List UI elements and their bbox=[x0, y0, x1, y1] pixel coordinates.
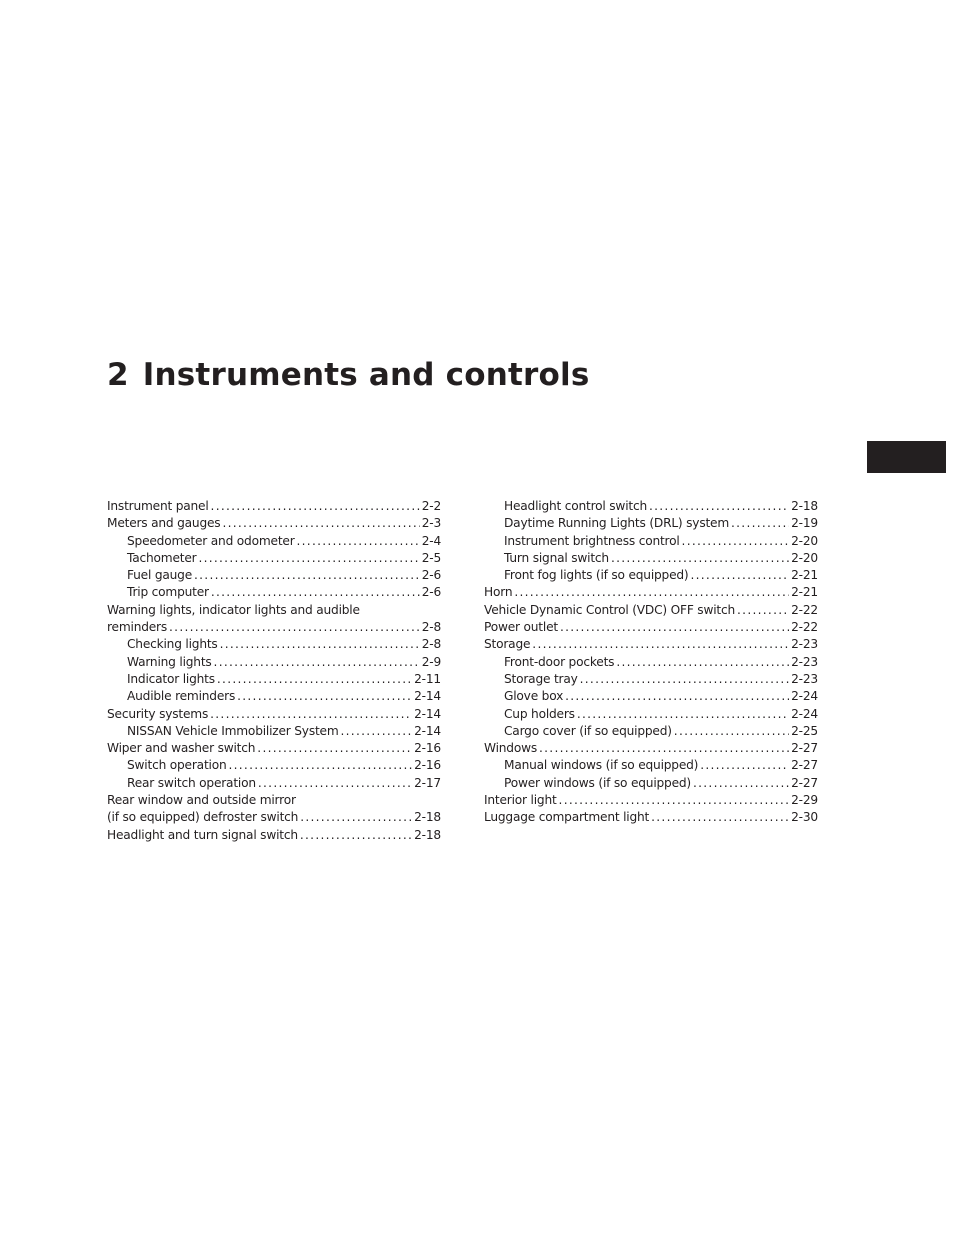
toc-entry-title: Rear switch operation bbox=[127, 775, 256, 790]
dot-leader bbox=[300, 827, 412, 844]
toc-left-column bbox=[107, 498, 441, 844]
toc-entry-title: Speedometer and odometer bbox=[127, 533, 295, 548]
dot-leader bbox=[580, 671, 789, 688]
toc-entry-page-number: 2-22 bbox=[791, 620, 818, 635]
toc-entry-page-number: 2-21 bbox=[791, 585, 818, 600]
toc-entry-title: Instrument panel bbox=[107, 499, 209, 513]
toc-entry-turn-signal-switch[interactable] bbox=[484, 550, 818, 567]
toc-entry-title: Audible reminders bbox=[127, 689, 236, 704]
toc-entry-page-number: 2-14 bbox=[414, 689, 441, 704]
dot-leader bbox=[257, 740, 412, 757]
toc-entry-luggage-compartment-light[interactable] bbox=[484, 809, 818, 826]
dot-leader bbox=[210, 706, 412, 723]
toc-entry-cargo-cover[interactable] bbox=[484, 723, 818, 740]
toc-entry-glove-box[interactable] bbox=[484, 688, 818, 705]
toc-entry-title: Power windows (if so equipped) bbox=[504, 775, 691, 790]
dot-leader bbox=[611, 550, 789, 567]
toc-entry-storage-tray[interactable] bbox=[484, 671, 818, 688]
toc-entry-speedometer-and-odometer[interactable] bbox=[107, 533, 441, 550]
dot-leader bbox=[651, 809, 789, 826]
toc-entry-title: Headlight and turn signal switch bbox=[107, 827, 298, 842]
toc-entry-title: (if so equipped) defroster switch bbox=[107, 810, 299, 825]
dot-leader bbox=[693, 775, 789, 792]
toc-entry-title: Glove box bbox=[504, 689, 564, 704]
toc-entry-title: Instrument brightness control bbox=[504, 533, 680, 548]
dot-leader bbox=[220, 636, 420, 653]
toc-entry-title: Windows bbox=[484, 741, 538, 756]
toc-entry-page-number: 2-16 bbox=[414, 741, 441, 756]
toc-entry-title: Luggage compartment light bbox=[484, 810, 650, 825]
toc-entry-front-door-pockets[interactable] bbox=[484, 654, 818, 671]
toc-entry-title: Interior light bbox=[484, 793, 557, 808]
toc-entry-tachometer[interactable] bbox=[107, 550, 441, 567]
dot-leader bbox=[194, 567, 420, 584]
dot-leader bbox=[565, 688, 789, 705]
toc-entry-page-number: 2-9 bbox=[421, 654, 441, 669]
toc-entry-front-fog-lights[interactable] bbox=[484, 567, 818, 584]
toc-entry-title: Daytime Running Lights (DRL) system bbox=[504, 516, 730, 531]
toc-entry-title: Trip computer bbox=[127, 585, 209, 600]
toc-entry-storage[interactable] bbox=[484, 636, 818, 653]
chapter-title bbox=[107, 357, 590, 393]
toc-entry-windows[interactable] bbox=[484, 740, 818, 757]
toc-entry-page-number: 2-2 bbox=[421, 499, 441, 513]
toc-entry-rear-window-and-outside-mirror-defroster-switch[interactable] bbox=[107, 792, 441, 827]
dot-leader bbox=[198, 550, 419, 567]
dot-leader bbox=[258, 775, 412, 792]
toc-entry-title: NISSAN Vehicle Immobilizer System bbox=[127, 723, 339, 738]
toc-entry-headlight-and-turn-signal-switch[interactable] bbox=[107, 827, 441, 844]
toc-entry-page-number: 2-24 bbox=[791, 706, 818, 721]
toc-entry-instrument-panel[interactable] bbox=[107, 498, 441, 515]
toc-entry-title: Storage bbox=[484, 637, 531, 652]
toc-right-column bbox=[484, 498, 818, 827]
dot-leader bbox=[300, 809, 412, 826]
toc-entry-warning-lights[interactable] bbox=[107, 654, 441, 671]
dot-leader bbox=[228, 757, 412, 774]
toc-entry-page-number: 2-30 bbox=[791, 810, 818, 825]
toc-entry-power-windows[interactable] bbox=[484, 775, 818, 792]
toc-entry-warning-lights-indicator-lights-and-audible-reminders[interactable] bbox=[107, 602, 441, 637]
dot-leader bbox=[532, 636, 789, 653]
toc-entry-page-number: 2-17 bbox=[414, 775, 441, 790]
dot-leader bbox=[690, 567, 789, 584]
toc-entry-page-number: 2-16 bbox=[414, 758, 441, 773]
toc-entry-title: Power outlet bbox=[484, 620, 558, 635]
toc-entry-manual-windows[interactable] bbox=[484, 757, 818, 774]
toc-entry-wiper-and-washer-switch[interactable] bbox=[107, 740, 441, 757]
toc-entry-page-number: 2-14 bbox=[414, 706, 441, 721]
toc-entry-title: Horn bbox=[484, 585, 513, 600]
chapter-name: Instruments and controls bbox=[142, 357, 590, 393]
toc-entry-page-number: 2-23 bbox=[791, 671, 818, 686]
toc-entry-title: Cargo cover (if so equipped) bbox=[504, 723, 672, 738]
toc-entry-page-number: 2-25 bbox=[791, 723, 818, 738]
toc-entry-page-number: 2-20 bbox=[791, 550, 818, 565]
toc-entry-cup-holders[interactable] bbox=[484, 706, 818, 723]
toc-entry-title: Storage tray bbox=[504, 671, 578, 686]
dot-leader bbox=[560, 619, 789, 636]
dot-leader bbox=[237, 688, 412, 705]
toc-entry-meters-and-gauges[interactable] bbox=[107, 515, 441, 532]
dot-leader bbox=[700, 757, 789, 774]
toc-entry-title: Turn signal switch bbox=[504, 550, 609, 565]
toc-entry-title: Cup holders bbox=[504, 706, 575, 721]
toc-entry-title: Warning lights bbox=[127, 654, 212, 669]
toc-entry-title: Tachometer bbox=[127, 550, 197, 565]
dot-leader bbox=[731, 515, 789, 532]
dot-leader bbox=[559, 792, 790, 809]
toc-entry-page-number: 2-4 bbox=[421, 533, 441, 548]
toc-entry-page-number: 2-6 bbox=[421, 585, 441, 600]
toc-entry-page-number: 2-8 bbox=[421, 620, 441, 635]
toc-entry-page-number: 2-27 bbox=[791, 758, 818, 773]
toc-entry-page-number: 2-6 bbox=[421, 568, 441, 583]
toc-entry-page-number: 2-14 bbox=[414, 723, 441, 738]
toc-entry-rear-switch-operation[interactable] bbox=[107, 775, 441, 792]
toc-entry-page-number: 2-22 bbox=[791, 602, 818, 617]
toc-entry-page-number: 2-18 bbox=[414, 827, 441, 842]
toc-entry-title: Manual windows (if so equipped) bbox=[504, 758, 699, 773]
toc-entry-title: Indicator lights bbox=[127, 671, 215, 686]
toc-entry-page-number: 2-8 bbox=[421, 637, 441, 652]
dot-leader bbox=[682, 533, 790, 550]
toc-entry-title-line1: Rear window and outside mirror bbox=[107, 793, 296, 808]
toc-entry-title: Switch operation bbox=[127, 758, 227, 773]
toc-entry-indicator-lights[interactable] bbox=[107, 671, 441, 688]
dot-leader bbox=[674, 723, 789, 740]
toc-entry-title-line1: Warning lights, indicator lights and audible bbox=[107, 602, 360, 617]
toc-entry-title: Checking lights bbox=[127, 637, 218, 652]
toc-entry-page-number: 2-5 bbox=[421, 550, 441, 565]
dot-leader bbox=[214, 654, 420, 671]
toc-entry-page-number: 2-3 bbox=[421, 516, 441, 531]
toc-entry-vehicle-dynamic-control-off-switch[interactable] bbox=[484, 602, 818, 619]
dot-leader bbox=[539, 740, 789, 757]
toc-entry-audible-reminders[interactable] bbox=[107, 688, 441, 705]
dot-leader bbox=[616, 654, 789, 671]
toc-entry-page-number: 2-18 bbox=[791, 499, 818, 513]
dot-leader bbox=[649, 498, 789, 515]
toc-entry-trip-computer[interactable] bbox=[107, 584, 441, 601]
dot-leader bbox=[169, 619, 420, 636]
chapter-number: 2 bbox=[107, 357, 129, 393]
toc-entry-page-number: 2-20 bbox=[791, 533, 818, 548]
dot-leader bbox=[211, 498, 420, 515]
dot-leader bbox=[217, 671, 412, 688]
dot-leader bbox=[297, 533, 420, 550]
toc-entry-title: Wiper and washer switch bbox=[107, 741, 256, 756]
toc-entry-security-systems[interactable] bbox=[107, 706, 441, 723]
toc-entry-title: Front fog lights (if so equipped) bbox=[504, 568, 689, 583]
toc-entry-horn[interactable] bbox=[484, 584, 818, 601]
toc-entry-page-number: 2-18 bbox=[414, 810, 441, 825]
toc-entry-interior-light[interactable] bbox=[484, 792, 818, 809]
toc-entry-fuel-gauge[interactable] bbox=[107, 567, 441, 584]
dot-leader bbox=[514, 584, 789, 601]
toc-entry-headlight-control-switch[interactable] bbox=[484, 498, 818, 515]
toc-entry-page-number: 2-23 bbox=[791, 637, 818, 652]
toc-entry-page-number: 2-27 bbox=[791, 775, 818, 790]
toc-entry-title: reminders bbox=[107, 620, 168, 635]
toc-entry-title: Vehicle Dynamic Control (VDC) OFF switch bbox=[484, 602, 736, 617]
dot-leader bbox=[211, 584, 420, 601]
chapter-thumb-tab bbox=[867, 441, 946, 473]
dot-leader bbox=[737, 602, 789, 619]
toc-entry-page-number: 2-27 bbox=[791, 741, 818, 756]
toc-entry-page-number: 2-21 bbox=[791, 568, 818, 583]
toc-entry-page-number: 2-19 bbox=[791, 516, 818, 531]
toc-entry-checking-lights[interactable] bbox=[107, 636, 441, 653]
toc-entry-title: Fuel gauge bbox=[127, 568, 192, 583]
toc-entry-instrument-brightness-control[interactable] bbox=[484, 533, 818, 550]
toc-entry-daytime-running-lights-system[interactable] bbox=[484, 515, 818, 532]
toc-entry-page-number: 2-23 bbox=[791, 654, 818, 669]
toc-entry-nissan-vehicle-immobilizer-system[interactable] bbox=[107, 723, 441, 740]
toc-entry-page-number: 2-11 bbox=[414, 671, 441, 686]
toc-entry-page-number: 2-24 bbox=[791, 689, 818, 704]
dot-leader bbox=[577, 706, 789, 723]
toc-entry-title: Meters and gauges bbox=[107, 516, 221, 531]
dot-leader bbox=[222, 515, 419, 532]
dot-leader bbox=[341, 723, 413, 740]
toc-entry-title: Security systems bbox=[107, 706, 209, 721]
toc-entry-switch-operation[interactable] bbox=[107, 757, 441, 774]
toc-entry-title: Front-door pockets bbox=[504, 654, 615, 669]
toc-entry-power-outlet[interactable] bbox=[484, 619, 818, 636]
toc-entry-page-number: 2-29 bbox=[791, 793, 818, 808]
toc-entry-title: Headlight control switch bbox=[504, 499, 647, 513]
